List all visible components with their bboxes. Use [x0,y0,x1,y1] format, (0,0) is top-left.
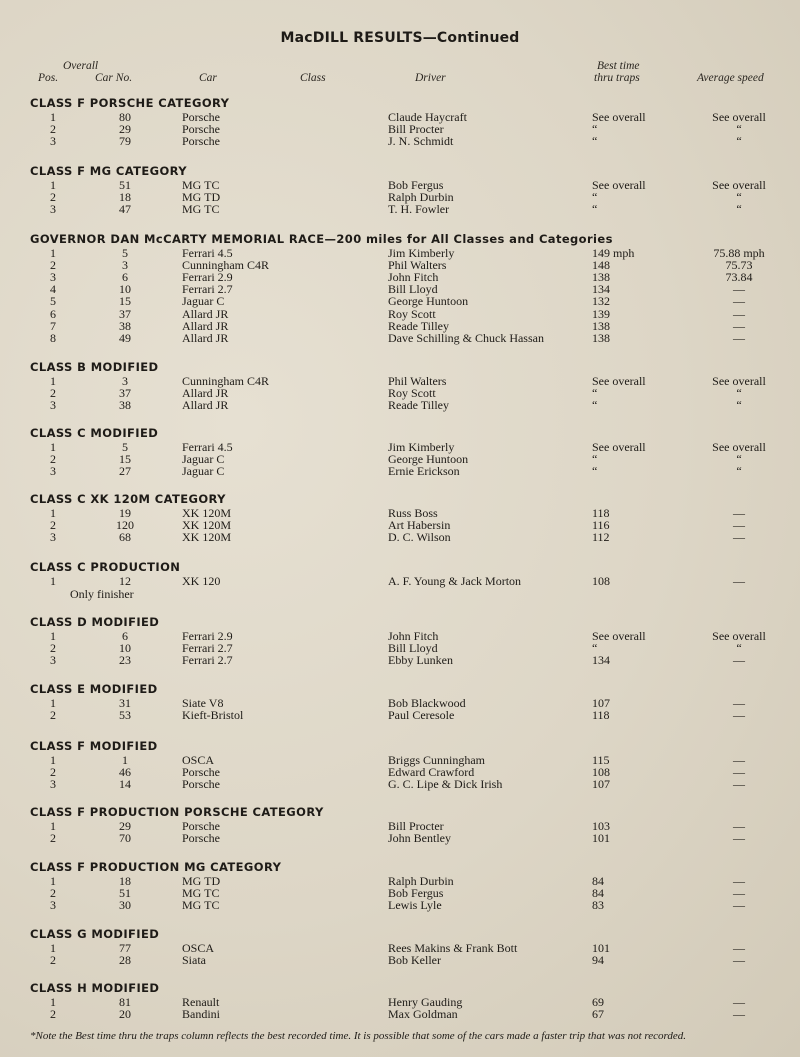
car-cell: Allard JR [182,318,229,333]
car-number-cell: 19 [119,506,131,520]
average-speed-cell: “ [736,398,742,413]
car-cell: XK 120M [182,518,232,533]
car-cell: Bandini [182,1007,220,1022]
position-cell: 2 [50,641,56,656]
car-cell: Allard JR [182,386,229,401]
average-speed-cell: “ [736,134,742,149]
best-time-cell: “ [592,134,598,149]
car-number-cell: 37 [119,386,131,401]
car-cell: Ferrari 4.5 [182,440,233,454]
average-speed-cell: See overall [712,440,766,454]
car-number-cell: 120 [116,518,134,533]
position-cell: 3 [50,134,56,149]
car-cell: Jaguar C [182,294,225,309]
average-speed-cell: — [733,506,745,520]
position-cell: 1 [50,995,56,1009]
car-number-cell: 18 [119,190,131,205]
best-time-cell: 115 [592,753,610,767]
car-number-cell: 77 [119,941,131,955]
car-number-cell: 37 [119,306,131,321]
driver-cell: Ralph Durbin [388,874,454,888]
best-time-cell: 138 [592,318,610,333]
table-row [0,832,800,845]
driver-cell: Bill Lloyd [388,282,438,297]
car-number-cell: 3 [122,258,128,273]
driver-cell: Jim Kimberly [388,246,455,260]
average-speed-cell: “ [736,641,742,656]
driver-cell: John Fitch [388,270,439,285]
average-speed-cell: — [733,330,745,345]
car-number-cell: 6 [122,270,128,285]
section-title: CLASS B MODIFIED [30,360,159,374]
car-cell: Porsche [182,765,220,780]
best-time-cell: 118 [592,506,610,520]
car-cell: Siata [182,953,206,968]
car-cell: Jaguar C [182,452,225,467]
car-cell: OSCA [182,753,215,767]
position-cell: 3 [50,270,56,285]
section-title: CLASS D MODIFIED [30,615,160,629]
header-best-time: Best time [597,60,640,72]
average-speed-cell: — [733,530,745,545]
position-cell: 1 [50,696,56,710]
best-time-cell: See overall [592,178,646,192]
car-cell: OSCA [182,941,215,955]
best-time-cell: 134 [592,282,610,297]
best-time-cell: 108 [592,574,610,588]
position-cell: 2 [50,452,56,467]
car-cell: Cunningham C4R [182,258,270,273]
car-number-cell: 10 [119,282,131,297]
position-cell: 2 [50,765,56,780]
car-number-cell: 27 [119,464,131,479]
average-speed-cell: — [733,886,745,901]
car-number-cell: 10 [119,641,131,656]
table-row [0,899,800,912]
best-time-cell: 84 [592,886,604,901]
car-number-cell: 3 [122,374,128,388]
best-time-cell: “ [592,386,598,401]
table-row [0,135,800,148]
best-time-cell: 118 [592,708,610,723]
car-number-cell: 29 [119,819,131,833]
car-cell: Porsche [182,831,220,846]
average-speed-cell: — [733,777,745,792]
driver-cell: Ernie Erickson [388,464,460,479]
driver-cell: Bill Procter [388,819,444,833]
car-number-cell: 28 [119,953,131,968]
car-cell: Porsche [182,819,220,833]
car-cell: Ferrari 2.9 [182,629,233,643]
driver-cell: Jim Kimberly [388,440,455,454]
car-number-cell: 46 [119,765,131,780]
position-cell: 2 [50,258,56,273]
best-time-cell: 134 [592,653,610,668]
position-cell: 2 [50,122,56,137]
car-cell: Allard JR [182,306,229,321]
driver-cell: Bob Blackwood [388,696,466,710]
table-row [0,531,800,544]
car-number-cell: 15 [119,452,131,467]
average-speed-cell: — [733,306,745,321]
position-cell: 2 [50,886,56,901]
average-speed-cell: — [733,696,745,710]
car-number-cell: 30 [119,898,131,913]
car-number-cell: 70 [119,831,131,846]
position-cell: 1 [50,440,56,454]
position-cell: 3 [50,653,56,668]
average-speed-cell: “ [736,386,742,401]
average-speed-cell: — [733,518,745,533]
average-speed-cell: — [733,941,745,955]
average-speed-cell: See overall [712,178,766,192]
driver-cell: Bill Lloyd [388,641,438,656]
average-speed-cell: — [733,653,745,668]
only-finisher-note: Only finisher [70,587,134,602]
table-row [0,399,800,412]
table-row [0,709,800,722]
best-time-cell: 108 [592,765,610,780]
average-speed-cell: See overall [712,374,766,388]
header-overall: Overall [63,60,99,72]
header-car-no: Car No. [95,72,133,84]
driver-cell: G. C. Lipe & Dick Irish [388,777,503,792]
car-cell: Ferrari 4.5 [182,246,233,260]
average-speed-cell: 75.88 mph [713,246,765,260]
car-cell: MG TD [182,190,221,205]
driver-cell: T. H. Fowler [388,202,450,217]
best-time-cell: 116 [592,518,610,533]
section-title: CLASS F PORSCHE CATEGORY [30,96,230,110]
car-number-cell: 15 [119,294,131,309]
table-row [0,954,800,967]
driver-cell: Ebby Lunken [388,653,453,668]
average-speed-cell: — [733,294,745,309]
table-row [0,575,800,588]
section-title: CLASS F MG CATEGORY [30,164,187,178]
driver-cell: Phil Walters [388,374,447,388]
car-cell: Kieft-Bristol [182,708,244,723]
best-time-cell: See overall [592,374,646,388]
car-number-cell: 31 [119,696,131,710]
average-speed-cell: “ [736,190,742,205]
best-time-cell: “ [592,398,598,413]
average-speed-cell: — [733,708,745,723]
section-title: CLASS F MODIFIED [30,739,158,753]
position-cell: 2 [50,386,56,401]
driver-cell: John Bentley [388,831,451,846]
best-time-cell: 132 [592,294,610,309]
car-cell: XK 120M [182,506,232,520]
car-number-cell: 18 [119,874,131,888]
driver-cell: Ralph Durbin [388,190,454,205]
average-speed-cell: 73.84 [725,270,753,285]
best-time-cell: 107 [592,777,610,792]
position-cell: 1 [50,941,56,955]
header-pos: Pos. [38,72,59,84]
best-time-cell: 69 [592,995,604,1009]
position-cell: 3 [50,777,56,792]
driver-cell: Bob Fergus [388,178,444,192]
best-time-cell: “ [592,122,598,137]
best-time-cell: 149 mph [592,246,635,260]
best-time-cell: 139 [592,306,610,321]
driver-cell: Claude Haycraft [388,110,467,124]
section-title: GOVERNOR DAN McCARTY MEMORIAL RACE—200 miles for All Classes and Categories [30,232,613,246]
table-row [0,654,800,667]
average-speed-cell: — [733,898,745,913]
average-speed-cell: — [733,953,745,968]
driver-cell: Rees Makins & Frank Bott [388,941,518,955]
car-cell: MG TC [182,178,220,192]
car-cell: Cunningham C4R [182,374,270,388]
car-cell: MG TC [182,886,220,901]
best-time-cell: 83 [592,898,604,913]
car-cell: MG TC [182,202,220,217]
position-cell: 3 [50,464,56,479]
car-cell: Renault [182,995,220,1009]
car-cell: XK 120M [182,530,232,545]
car-cell: MG TD [182,874,221,888]
car-number-cell: 6 [122,629,128,643]
position-cell: 1 [50,506,56,520]
driver-cell: Dave Schilling & Chuck Hassan [388,330,544,345]
average-speed-cell: — [733,819,745,833]
average-speed-cell: — [733,282,745,297]
position-cell: 2 [50,953,56,968]
driver-cell: Roy Scott [388,386,436,401]
position-cell: 5 [50,294,56,309]
car-cell: Porsche [182,122,220,137]
best-time-cell: See overall [592,629,646,643]
position-cell: 2 [50,831,56,846]
average-speed-cell: — [733,318,745,333]
car-cell: Jaguar C [182,464,225,479]
average-speed-cell: — [733,1007,745,1022]
average-speed-cell: — [733,995,745,1009]
car-number-cell: 38 [119,398,131,413]
section-title: CLASS C PRODUCTION [30,560,181,574]
section-title: CLASS H MODIFIED [30,981,160,995]
best-time-cell: 107 [592,696,610,710]
table-row [0,465,800,478]
best-time-cell: 103 [592,819,610,833]
best-time-cell: 94 [592,953,604,968]
average-speed-cell: — [733,753,745,767]
car-cell: Ferrari 2.9 [182,270,233,285]
average-speed-cell: “ [736,464,742,479]
best-time-cell: 138 [592,270,610,285]
average-speed-cell: “ [736,202,742,217]
car-number-cell: 14 [119,777,131,792]
position-cell: 1 [50,246,56,260]
driver-cell: Reade Tilley [388,398,450,413]
header-driver: Driver [415,72,446,84]
driver-cell: Lewis Lyle [388,898,442,913]
car-cell: Ferrari 2.7 [182,653,233,668]
driver-cell: John Fitch [388,629,439,643]
position-cell: 2 [50,518,56,533]
car-cell: Porsche [182,134,220,149]
car-number-cell: 47 [119,202,131,217]
car-number-cell: 5 [122,246,128,260]
position-cell: 3 [50,398,56,413]
driver-cell: D. C. Wilson [388,530,451,545]
car-number-cell: 80 [119,110,131,124]
average-speed-cell: — [733,831,745,846]
footnote: *Note the Best time thru the traps column reflects the best recorded time. It is possible that some of the cars made a faster trip that was not recorded. [30,1030,687,1042]
car-number-cell: 38 [119,318,131,333]
driver-cell: Bill Procter [388,122,444,137]
position-cell: 2 [50,1007,56,1022]
position-cell: 2 [50,708,56,723]
table-row [0,332,800,345]
position-cell: 3 [50,202,56,217]
car-cell: Porsche [182,777,220,792]
car-number-cell: 12 [119,574,131,588]
car-number-cell: 81 [119,995,131,1009]
driver-cell: George Huntoon [388,452,469,467]
driver-cell: Art Habersin [388,518,451,533]
car-number-cell: 23 [119,653,131,668]
driver-cell: Briggs Cunningham [388,753,486,767]
table-row [0,778,800,791]
section-title: CLASS C XK 120M CATEGORY [30,492,226,506]
driver-cell: Russ Boss [388,506,438,520]
car-cell: Porsche [182,110,220,124]
car-number-cell: 51 [119,886,131,901]
page-title: MacDILL RESULTS—Continued [280,30,520,46]
position-cell: 1 [50,753,56,767]
best-time-cell: 84 [592,874,604,888]
driver-cell: Bob Fergus [388,886,444,901]
header-car: Car [199,72,217,84]
best-time-cell: 67 [592,1007,604,1022]
position-cell: 4 [50,282,56,297]
section-title: CLASS F PRODUCTION PORSCHE CATEGORY [30,805,324,819]
best-time-cell: “ [592,464,598,479]
section-title: CLASS E MODIFIED [30,682,158,696]
car-cell: MG TC [182,898,220,913]
driver-cell: Bob Keller [388,953,441,968]
best-time-cell: 112 [592,530,610,545]
position-cell: 3 [50,898,56,913]
car-cell: Ferrari 2.7 [182,282,233,297]
car-number-cell: 79 [119,134,131,149]
car-cell: XK 120 [182,574,221,588]
driver-cell: Edward Crawford [388,765,475,780]
position-cell: 1 [50,874,56,888]
position-cell: 7 [50,318,56,333]
car-number-cell: 68 [119,530,131,545]
position-cell: 6 [50,306,56,321]
position-cell: 1 [50,374,56,388]
table-row [0,203,800,216]
average-speed-cell: “ [736,452,742,467]
driver-cell: A. F. Young & Jack Morton [388,574,522,588]
car-number-cell: 5 [122,440,128,454]
section-title: CLASS G MODIFIED [30,927,160,941]
car-number-cell: 29 [119,122,131,137]
average-speed-cell: “ [736,122,742,137]
driver-cell: Reade Tilley [388,318,450,333]
position-cell: 1 [50,819,56,833]
average-speed-cell: — [733,765,745,780]
car-number-cell: 53 [119,708,131,723]
driver-cell: Max Goldman [388,1007,458,1022]
car-number-cell: 1 [122,753,128,767]
driver-cell: George Huntoon [388,294,469,309]
position-cell: 1 [50,110,56,124]
position-cell: 1 [50,574,56,588]
best-time-cell: 138 [592,330,610,345]
position-cell: 2 [50,190,56,205]
section-title: CLASS F PRODUCTION MG CATEGORY [30,860,282,874]
best-time-cell: “ [592,202,598,217]
car-cell: Allard JR [182,398,229,413]
best-time-cell: “ [592,190,598,205]
best-time-cell: 101 [592,831,610,846]
best-time-cell: 101 [592,941,610,955]
header-thru-traps: thru traps [594,72,640,84]
driver-cell: Henry Gauding [388,995,463,1009]
driver-cell: Phil Walters [388,258,447,273]
car-number-cell: 51 [119,178,131,192]
average-speed-cell: See overall [712,629,766,643]
car-cell: Ferrari 2.7 [182,641,233,656]
header-average-speed: Average speed [697,72,764,84]
driver-cell: Paul Ceresole [388,708,455,723]
header-class: Class [300,72,326,84]
position-cell: 1 [50,629,56,643]
average-speed-cell: — [733,574,745,588]
best-time-cell: See overall [592,110,646,124]
best-time-cell: 148 [592,258,610,273]
car-cell: Siate V8 [182,696,224,710]
car-number-cell: 20 [119,1007,131,1022]
average-speed-cell: See overall [712,110,766,124]
table-row [0,1008,800,1021]
position-cell: 3 [50,530,56,545]
position-cell: 8 [50,330,56,345]
best-time-cell: See overall [592,440,646,454]
car-cell: Allard JR [182,330,229,345]
driver-cell: J. N. Schmidt [388,134,454,149]
average-speed-cell: 75.73 [725,258,753,273]
best-time-cell: “ [592,452,598,467]
car-number-cell: 49 [119,330,131,345]
section-title: CLASS C MODIFIED [30,426,159,440]
best-time-cell: “ [592,641,598,656]
position-cell: 1 [50,178,56,192]
average-speed-cell: — [733,874,745,888]
driver-cell: Roy Scott [388,306,436,321]
